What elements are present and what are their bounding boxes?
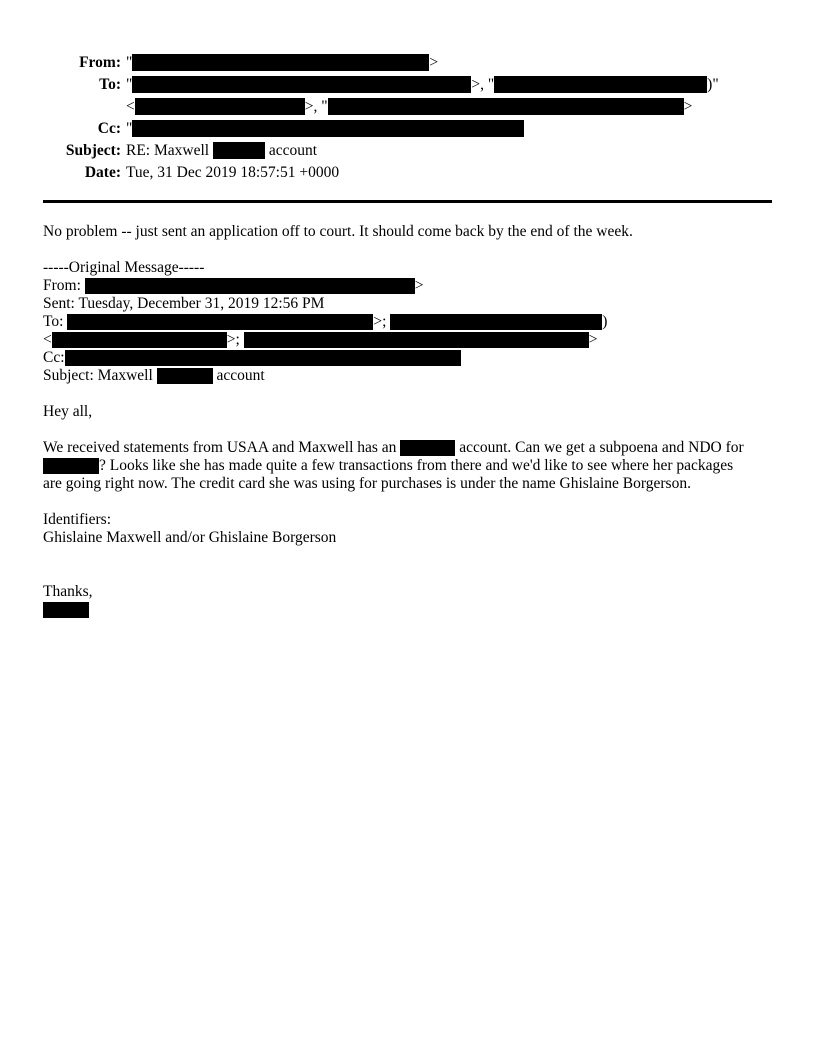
text-segment: From:	[43, 277, 85, 294]
redaction-box	[43, 602, 89, 618]
redaction-box	[65, 350, 461, 366]
header-row-date	[43, 162, 773, 184]
header-row-from	[43, 52, 773, 74]
text-segment: "	[126, 54, 133, 71]
redaction-box	[43, 458, 99, 474]
redaction-box	[132, 120, 524, 137]
text-segment: )"	[707, 76, 719, 93]
header-divider	[43, 200, 772, 203]
text-segment: >, "	[304, 98, 328, 115]
header-value-line	[126, 74, 719, 96]
text-segment: -----Original Message-----	[43, 259, 205, 276]
quoted-cc-line	[43, 349, 773, 367]
redaction-box	[132, 54, 429, 71]
text-segment: To:	[43, 313, 68, 330]
header-value-line	[126, 140, 317, 162]
text-segment: )	[602, 313, 608, 330]
text-segment: >	[414, 277, 424, 294]
text-segment: <	[43, 331, 52, 348]
redaction-box	[328, 98, 684, 115]
header-label-from: From:	[79, 54, 121, 71]
text-segment: No problem -- just sent an application off to court. It should come back by the end of the week.	[43, 223, 633, 240]
text-segment: "	[126, 76, 133, 93]
header-label-subject: Subject:	[65, 142, 121, 159]
quoted-subject-line	[43, 367, 773, 385]
signoff-line	[43, 583, 773, 601]
quoted-to-line	[43, 313, 773, 331]
redaction-box	[494, 76, 707, 93]
redaction-box	[390, 314, 602, 330]
text-segment: >;	[226, 331, 244, 348]
redaction-box	[135, 98, 305, 115]
redaction-box	[400, 440, 455, 456]
text-segment: >	[683, 98, 693, 115]
original-message-separator	[43, 259, 773, 277]
text-segment: Tue, 31 Dec 2019 18:57:51 +0000	[126, 164, 340, 181]
blank-line	[43, 493, 773, 511]
reply-text	[43, 223, 773, 241]
text-segment: account	[212, 367, 265, 384]
blank-line	[43, 565, 773, 583]
text-segment: >;	[373, 313, 391, 330]
redaction-box	[244, 332, 589, 348]
text-segment: <	[126, 98, 135, 115]
header-label-date: Date:	[84, 164, 121, 181]
message-line-3	[43, 475, 773, 493]
text-segment: account	[264, 142, 318, 159]
identifiers-label-line	[43, 511, 773, 529]
text-segment: Sent: Tuesday, December 31, 2019 12:56 PM	[43, 295, 325, 312]
text-segment: >	[429, 54, 439, 71]
header-value-cc	[126, 118, 524, 140]
blank-line	[43, 241, 773, 259]
quoted-to-line-2	[43, 331, 773, 349]
redaction-box	[85, 278, 415, 294]
text-segment: RE: Maxwell	[126, 142, 213, 159]
text-segment: "	[126, 120, 133, 137]
text-segment: are going right now. The credit card she was using for purchases is under the name Ghislaine Borgerson.	[43, 475, 691, 492]
header-value-subject	[126, 140, 317, 162]
redaction-box	[213, 142, 265, 159]
header-value-line	[126, 52, 438, 74]
blank-line	[43, 547, 773, 565]
message-line-2	[43, 457, 773, 475]
text-segment: Subject: Maxwell	[43, 367, 157, 384]
email-header	[43, 52, 773, 184]
blank-line	[43, 385, 773, 403]
header-value-line	[126, 162, 339, 184]
redaction-box	[132, 76, 471, 93]
redaction-box	[157, 368, 213, 384]
text-segment: Hey all,	[43, 403, 93, 420]
header-row-cc	[43, 118, 773, 140]
header-value-line	[126, 118, 524, 140]
text-segment: Cc:	[43, 349, 65, 366]
header-label-cc: Cc:	[97, 120, 121, 137]
blank-line	[43, 421, 773, 439]
text-segment: We received statements from USAA and Maxwell has an	[43, 439, 401, 456]
email-body	[43, 223, 773, 619]
header-value-from	[126, 52, 438, 74]
header-value-to	[126, 74, 719, 118]
header-value-line	[126, 96, 719, 118]
header-row-to	[43, 74, 773, 118]
text-segment: >	[588, 331, 598, 348]
header-value-date	[126, 162, 339, 184]
text-segment: ? Looks like she has made quite a few transactions from there and we'd like to see where her packages	[99, 457, 734, 474]
quoted-from-line	[43, 277, 773, 295]
quoted-sent-line	[43, 295, 773, 313]
header-label-to: To:	[99, 76, 121, 93]
greeting-line	[43, 403, 773, 421]
text-segment: Ghislaine Maxwell and/or Ghislaine Borgerson	[43, 529, 337, 546]
text-segment: Identifiers:	[43, 511, 112, 528]
identifiers-value-line	[43, 529, 773, 547]
text-segment: >, "	[471, 76, 495, 93]
text-segment: account. Can we get a subpoena and NDO for	[455, 439, 744, 456]
text-segment: Thanks,	[43, 583, 93, 600]
signature-redaction-line	[43, 601, 773, 619]
message-line-1	[43, 439, 773, 457]
redaction-box	[67, 314, 373, 330]
redaction-box	[52, 332, 227, 348]
header-row-subject	[43, 140, 773, 162]
